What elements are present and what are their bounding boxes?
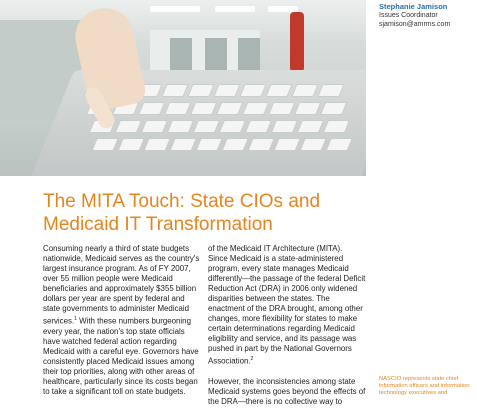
body-text: Consuming nearly a third of state budgets nationwide, Medicaid serves as the country's largest insurance program. As of FY 2007, over 55 million people were Medicaid beneficiaries and approximately $355 billion dollars per year are spent by federal and state governments to administer Medicaid services. — [43, 244, 200, 326]
keyboard-key — [164, 102, 191, 115]
keyboard-key — [219, 120, 246, 133]
contact-email[interactable]: sjamison@amrms.com — [379, 21, 451, 28]
body-paragraph — [208, 254, 368, 367]
body-paragraph — [43, 244, 203, 397]
keyboard-key — [300, 138, 327, 151]
keyboard-key — [248, 138, 275, 151]
keyboard-key — [118, 138, 145, 151]
keyboard-key — [216, 102, 243, 115]
keyboard-key — [92, 138, 119, 151]
keyboard-key — [294, 102, 321, 115]
keyboard-key — [141, 120, 168, 133]
keyboard-key — [326, 138, 353, 151]
body-text: Since Medicaid is a state-administered program, every state manages Medicaid differently—the passage of the federal Deficit Reduction Act (DRA) in 2006 only widened disparities between the states. The enactment of the DRA brought, among other changes, more flexibility for states to make certain determinations regarding Medicaid eligibility and service, and its passage was pushed in part by the National Governors Association. — [208, 254, 366, 366]
keyboard-key — [187, 84, 214, 97]
keyboard-key — [245, 120, 272, 133]
contact-name: Stephanie Jamison — [379, 2, 448, 11]
keyboard-key — [196, 138, 223, 151]
keyboard-key — [271, 120, 298, 133]
keyboard-key — [167, 120, 194, 133]
keyboard — [26, 70, 366, 176]
keyboard-key — [291, 84, 318, 97]
ceiling-light — [150, 6, 200, 12]
keyboard-key — [320, 102, 347, 115]
article-title — [43, 190, 363, 236]
keyboard-key — [138, 102, 165, 115]
keyboard-key — [274, 138, 301, 151]
keyboard-key — [213, 84, 240, 97]
contact-block — [379, 2, 477, 29]
sidebar-note: NASCIO represents state chief information officers and information technology executives and — [379, 376, 470, 396]
keyboard-key — [144, 138, 171, 151]
keyboard-key — [323, 120, 350, 133]
keyboard-key — [268, 102, 295, 115]
keyboard-key — [193, 120, 220, 133]
keyboard-key — [190, 102, 217, 115]
keyboard-key — [297, 120, 324, 133]
article-title-line-2: Medicaid IT Transformation — [43, 214, 273, 235]
article-title-line-1: The MITA Touch: State CIOs and — [43, 191, 321, 212]
keyboard-key — [161, 84, 188, 97]
keyboard-key — [170, 138, 197, 151]
keyboard-key — [317, 84, 344, 97]
hero-photo — [0, 0, 366, 176]
keyboard-key — [265, 84, 292, 97]
body-column-1 — [43, 244, 203, 407]
footnote-marker: 2 — [250, 356, 254, 362]
keyboard-key — [239, 84, 266, 97]
body-text: With these numbers burgeoning every year, the nation's top state officials have watched federal action regarding Medicaid with a careful eye. Governors have consistently placed Medicaid issues among their top priorities, along with other areas of healthcare, particularly since its costs began to take a significant toll on state budgets. — [43, 316, 199, 396]
ceiling-light — [215, 6, 255, 12]
keyboard-key — [222, 138, 249, 151]
contact-role: Issues Coordinator — [379, 12, 438, 19]
body-paragraph: However, the inconsistencies among state Medicaid systems goes beyond the effects of the DRA—there is no collective way to — [208, 376, 366, 406]
body-paragraph: of the Medicaid IT Architecture (MITA). — [208, 244, 343, 253]
footnote-marker: 1 — [74, 316, 77, 322]
keyboard-key — [242, 102, 269, 115]
keyboard-key — [115, 120, 142, 133]
body-column-2 — [208, 244, 368, 417]
fire-extinguisher — [290, 12, 304, 72]
